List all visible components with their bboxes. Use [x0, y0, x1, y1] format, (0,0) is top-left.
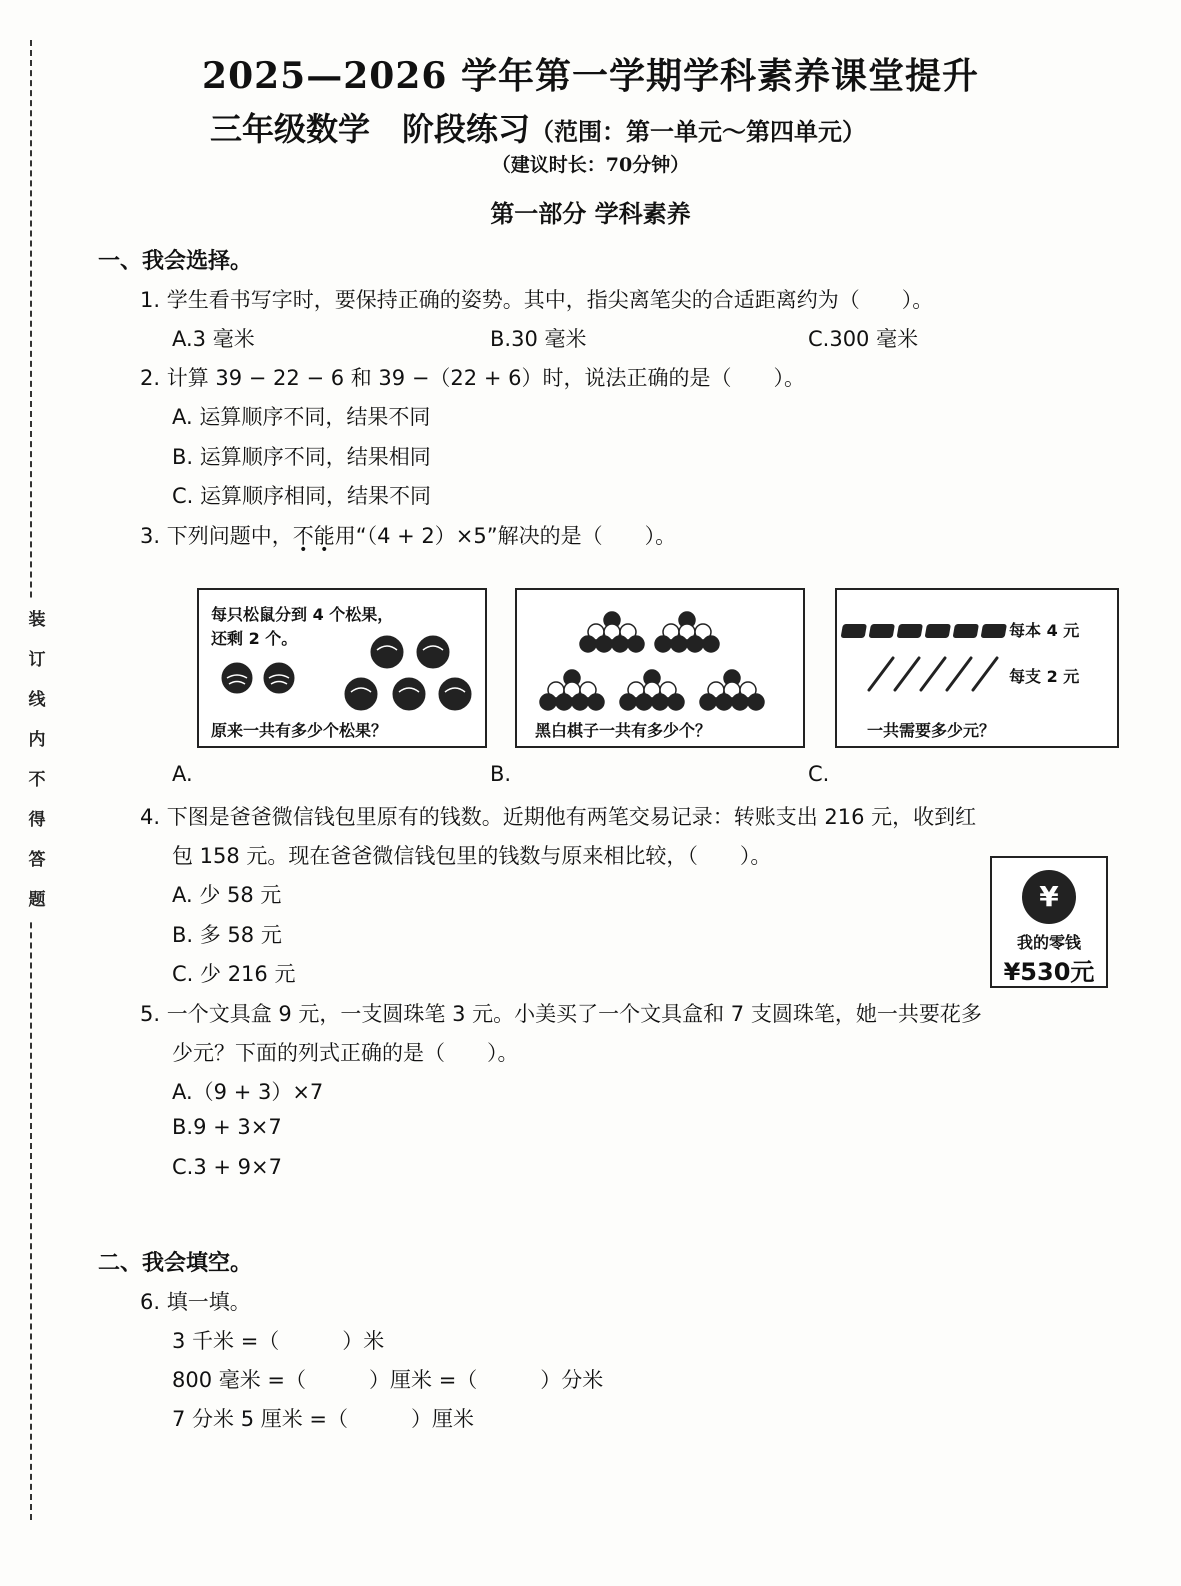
box-c-pen-price: 每支 2 元	[1009, 667, 1080, 686]
go-stone	[668, 694, 684, 710]
question-2-stem: 2. 计算 39 − 22 − 6 和 39 −（22 + 6）时，说法正确的是（ ）。	[140, 366, 805, 390]
binding-char: 不	[28, 770, 46, 790]
question-5-stem-line2: 少元？下面的列式正确的是（ ）。	[172, 1041, 519, 1065]
question-1-option-c[interactable]: C.300 毫米	[808, 327, 919, 351]
binding-notice	[24, 600, 50, 920]
binding-char: 线	[28, 690, 46, 710]
wallet-card	[990, 856, 1108, 988]
box-a-question: 原来一共有多少个松果？	[211, 721, 388, 740]
box-a-line2: 还剩 2 个。	[211, 629, 298, 648]
question-5-option-b[interactable]: B.9 + 3×7	[172, 1115, 282, 1139]
question-6-line3[interactable]: 7 分米 5 厘米 =（ ）厘米	[172, 1407, 475, 1431]
question-3-stem-post: 用“（4 + 2）×5”解决的是（ ）。	[334, 524, 677, 548]
question-2-option-a[interactable]: A. 运算顺序不同，结果不同	[172, 405, 431, 429]
box-a-line1: 每只松鼠分到 4 个松果，	[211, 605, 394, 624]
go-stone	[628, 636, 644, 652]
section-heading-choice: 一、我会选择。	[98, 249, 253, 274]
question-4-stem-line2: 包 158 元。现在爸爸微信钱包里的钱数与原来相比较，（ ）。	[172, 844, 772, 868]
binding-char: 装	[28, 610, 46, 630]
question-4-option-c[interactable]: C. 少 216 元	[172, 962, 296, 986]
go-stone	[588, 694, 604, 710]
go-stone	[700, 694, 716, 710]
emphasis-char: 能	[313, 524, 335, 548]
section-heading-fill: 二、我会填空。	[98, 1251, 253, 1276]
go-stone	[652, 694, 668, 710]
question-2-option-c[interactable]: C. 运算顺序相同，结果不同	[172, 484, 432, 508]
question-1-stem: 1. 学生看书写字时，要保持正确的姿势。其中，指尖离笔尖的合适距离约为（ ）。	[140, 288, 934, 312]
yuan-coin-icon: ¥	[1022, 870, 1076, 924]
go-stone	[596, 636, 612, 652]
question-3-option-a[interactable]: A.	[172, 762, 193, 786]
question-3-stem	[140, 520, 676, 550]
go-stone	[703, 636, 719, 652]
box-c-book-price: 每本 4 元	[1009, 621, 1080, 640]
question-5-option-a[interactable]: A.（9 + 3）×7	[172, 1080, 324, 1104]
question-3-option-b[interactable]: B.	[490, 762, 512, 786]
go-stone	[620, 694, 636, 710]
question-4-stem-line1: 4. 下图是爸爸微信钱包里原有的钱数。近期他有两笔交易记录：转账支出 216 元，收到红	[140, 805, 977, 829]
go-stone	[612, 636, 628, 652]
question-1-option-a[interactable]: A.3 毫米	[172, 327, 255, 351]
question-3-picture-a[interactable]	[197, 588, 487, 748]
question-4-option-b[interactable]: B. 多 58 元	[172, 923, 282, 947]
box-b-question: 黑白棋子一共有多少个？	[535, 721, 712, 740]
binding-char: 题	[28, 890, 46, 910]
question-6-stem: 6. 填一填。	[140, 1290, 251, 1314]
go-stone	[687, 636, 703, 652]
question-3-picture-b[interactable]	[515, 588, 805, 748]
question-2-option-b[interactable]: B. 运算顺序不同，结果相同	[172, 445, 431, 469]
part-heading: 第一部分 学科素养	[490, 199, 691, 228]
go-stone	[556, 694, 572, 710]
duration-note: （建议时长：70分钟）	[491, 154, 690, 176]
question-5-stem-line1: 5. 一个文具盒 9 元，一支圆珠笔 3 元。小美买了一个文具盒和 7 支圆珠笔，她一共要花多	[140, 1002, 982, 1026]
binding-char: 答	[28, 850, 46, 870]
go-stone	[540, 694, 556, 710]
binding-char: 内	[28, 730, 46, 750]
go-stone	[655, 636, 671, 652]
question-3-stem-pre: 3. 下列问题中，	[140, 524, 293, 548]
emphasis-char: 不	[292, 524, 314, 548]
go-stone	[580, 636, 596, 652]
question-6-line2[interactable]: 800 毫米 =（ ）厘米 =（ ）分米	[172, 1368, 604, 1392]
question-5-option-c[interactable]: C.3 + 9×7	[172, 1155, 282, 1179]
wallet-amount: ¥530元	[1003, 958, 1095, 986]
page-subtitle	[210, 104, 866, 150]
binding-char: 得	[28, 810, 46, 830]
question-6-line1[interactable]: 3 千米 =（ ）米	[172, 1329, 385, 1353]
go-stone	[748, 694, 764, 710]
go-stone	[732, 694, 748, 710]
go-stone	[671, 636, 687, 652]
binding-char: 订	[28, 650, 46, 670]
wallet-label: 我的零钱	[1016, 933, 1081, 952]
go-stone	[716, 694, 732, 710]
question-1-option-b[interactable]: B.30 毫米	[490, 327, 587, 351]
subtitle-range: （范围：第一单元～第四单元）	[530, 117, 867, 146]
box-c-question: 一共需要多少元？	[867, 721, 996, 740]
page-title: 2025—2026 学年第一学期学科素养课堂提升	[202, 55, 979, 97]
question-3-option-c[interactable]: C.	[808, 762, 830, 786]
question-4-option-a[interactable]: A. 少 58 元	[172, 883, 282, 907]
go-stone	[572, 694, 588, 710]
question-3-picture-c[interactable]	[835, 588, 1119, 748]
go-stone	[636, 694, 652, 710]
subtitle-main: 三年级数学 阶段练习	[210, 110, 531, 148]
